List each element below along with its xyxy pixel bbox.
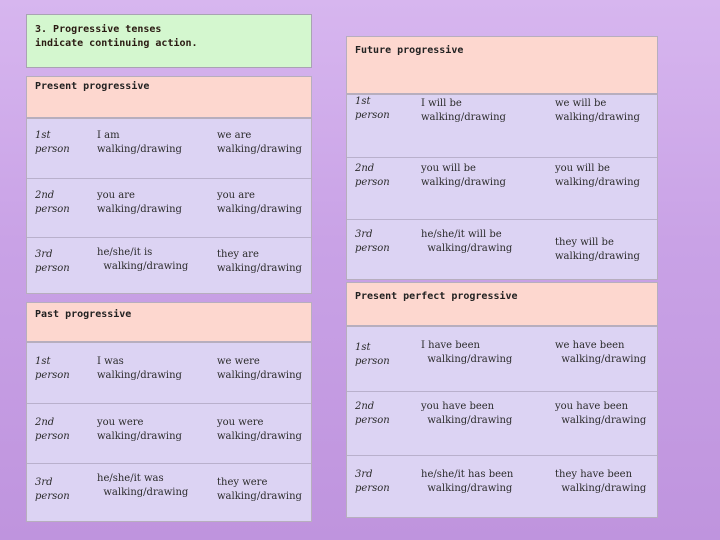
singular-cell-line: he/she/it has been	[421, 469, 514, 480]
future-progressive-heading	[346, 36, 658, 94]
plural-cell-line: you will be	[555, 163, 610, 174]
singular-cell-line: you will be	[421, 163, 476, 174]
plural-cell-line: you are	[217, 190, 255, 201]
person-cell-line: 3rd	[35, 477, 53, 488]
singular-cell	[97, 189, 182, 217]
person-cell-line: person	[355, 243, 390, 254]
table-row	[347, 95, 657, 157]
singular-cell-line: I am	[97, 130, 120, 141]
person-cell	[35, 129, 70, 157]
plural-cell-line: they have been	[555, 469, 633, 480]
person-cell	[35, 248, 70, 276]
person-cell-line: person	[35, 204, 70, 215]
singular-cell-line: you are	[97, 190, 135, 201]
plural-cell-line: walking/drawing	[555, 354, 647, 365]
table-row	[27, 463, 311, 523]
plural-cell-line: they are	[217, 249, 259, 260]
singular-cell-line: I have been	[421, 340, 480, 351]
table-row	[347, 391, 657, 455]
plural-cell-line: walking/drawing	[555, 251, 640, 262]
plural-cell	[555, 339, 646, 367]
singular-cell-line: walking/drawing	[97, 487, 189, 498]
person-cell-line: 3rd	[35, 249, 53, 260]
table-row	[347, 157, 657, 219]
table-row	[27, 403, 311, 463]
person-cell-line: 3rd	[355, 229, 373, 240]
present-progressive-heading-text: Present progressive	[35, 81, 150, 92]
person-cell-line: person	[355, 415, 390, 426]
singular-cell-line: I was	[97, 356, 124, 367]
past-progressive-heading-text: Past progressive	[35, 309, 132, 320]
singular-cell-line: walking/drawing	[97, 431, 182, 442]
past-progressive-table	[26, 342, 312, 522]
plural-cell-line: you were	[217, 417, 264, 428]
person-cell-line: 1st	[355, 96, 371, 107]
singular-cell-line: walking/drawing	[97, 204, 182, 215]
present-perfect-progressive-heading	[346, 282, 658, 326]
singular-cell-line: walking/drawing	[421, 112, 506, 123]
singular-cell	[421, 400, 512, 428]
singular-cell	[421, 339, 512, 367]
plural-cell	[555, 236, 640, 264]
person-cell	[355, 162, 390, 190]
singular-cell-line: walking/drawing	[421, 483, 513, 494]
plural-cell	[217, 189, 302, 217]
singular-cell-line: walking/drawing	[421, 415, 513, 426]
person-cell	[35, 416, 70, 444]
singular-cell-line: walking/drawing	[421, 243, 513, 254]
plural-cell-line: walking/drawing	[217, 491, 302, 502]
singular-cell	[421, 162, 506, 190]
singular-cell-line: I will be	[421, 98, 462, 109]
plural-cell	[217, 355, 302, 383]
singular-cell	[97, 416, 182, 444]
singular-cell-line: walking/drawing	[97, 370, 182, 381]
plural-cell-line: walking/drawing	[555, 177, 640, 188]
person-cell-line: 2nd	[35, 417, 55, 428]
singular-cell	[97, 355, 182, 383]
title-line-2: indicate continuing action.	[35, 38, 198, 49]
present-perfect-progressive-heading-text: Present perfect progressive	[355, 291, 518, 302]
plural-cell	[555, 400, 646, 428]
singular-cell	[421, 228, 512, 256]
person-cell	[355, 341, 390, 369]
person-cell-line: person	[35, 263, 70, 274]
person-cell-line: person	[355, 483, 390, 494]
person-cell	[355, 468, 390, 496]
table-row	[27, 237, 311, 296]
singular-cell-line: walking/drawing	[97, 261, 189, 272]
plural-cell	[217, 129, 302, 157]
singular-cell	[97, 129, 182, 157]
plural-cell-line: they will be	[555, 237, 614, 248]
person-cell	[355, 95, 390, 123]
person-cell-line: person	[355, 177, 390, 188]
plural-cell-line: walking/drawing	[217, 370, 302, 381]
plural-cell	[555, 468, 646, 496]
title-line-1: 3. Progressive tenses	[35, 24, 162, 35]
plural-cell-line: we will be	[555, 98, 607, 109]
singular-cell	[97, 246, 188, 274]
singular-cell	[421, 97, 506, 125]
plural-cell-line: walking/drawing	[217, 144, 302, 155]
table-row	[27, 119, 311, 178]
person-cell-line: 2nd	[35, 190, 55, 201]
plural-cell-line: they were	[217, 477, 268, 488]
plural-cell	[217, 476, 302, 504]
person-cell-line: 1st	[35, 356, 51, 367]
singular-cell	[97, 472, 188, 500]
plural-cell-line: walking/drawing	[217, 204, 302, 215]
present-progressive-heading	[26, 76, 312, 118]
present-progressive-table	[26, 118, 312, 294]
plural-cell-line: walking/drawing	[217, 263, 302, 274]
person-cell-line: 1st	[355, 342, 371, 353]
person-cell-line: person	[35, 491, 70, 502]
plural-cell	[555, 162, 640, 190]
plural-cell-line: walking/drawing	[555, 415, 647, 426]
person-cell-line: person	[35, 431, 70, 442]
plural-cell-line: walking/drawing	[217, 431, 302, 442]
person-cell-line: 3rd	[355, 469, 373, 480]
singular-cell	[421, 468, 513, 496]
plural-cell	[217, 248, 302, 276]
singular-cell-line: he/she/it was	[97, 473, 164, 484]
plural-cell-line: walking/drawing	[555, 483, 647, 494]
plural-cell	[217, 416, 302, 444]
plural-cell-line: you have been	[555, 401, 629, 412]
singular-cell-line: he/she/it is	[97, 247, 153, 258]
table-row	[347, 219, 657, 281]
singular-cell-line: walking/drawing	[97, 144, 182, 155]
table-row	[347, 327, 657, 391]
singular-cell-line: he/she/it will be	[421, 229, 502, 240]
past-progressive-heading	[26, 302, 312, 342]
person-cell	[355, 228, 390, 256]
singular-cell-line: you were	[97, 417, 144, 428]
table-row	[27, 343, 311, 403]
person-cell-line: 2nd	[355, 163, 375, 174]
table-row	[347, 455, 657, 519]
plural-cell	[555, 97, 640, 125]
person-cell-line: 1st	[35, 130, 51, 141]
person-cell-line: 2nd	[355, 401, 375, 412]
singular-cell-line: you have been	[421, 401, 495, 412]
title-box	[26, 14, 312, 68]
person-cell-line: person	[35, 144, 70, 155]
plural-cell-line: walking/drawing	[555, 112, 640, 123]
future-progressive-table	[346, 94, 658, 280]
plural-cell-line: we were	[217, 356, 260, 367]
person-cell	[35, 355, 70, 383]
future-progressive-heading-text: Future progressive	[355, 45, 464, 56]
plural-cell-line: we are	[217, 130, 252, 141]
plural-cell-line: we have been	[555, 340, 625, 351]
person-cell	[35, 476, 70, 504]
person-cell-line: person	[355, 110, 390, 121]
table-row	[27, 178, 311, 237]
person-cell	[355, 400, 390, 428]
singular-cell-line: walking/drawing	[421, 354, 513, 365]
person-cell-line: person	[355, 356, 390, 367]
person-cell	[35, 189, 70, 217]
person-cell-line: person	[35, 370, 70, 381]
singular-cell-line: walking/drawing	[421, 177, 506, 188]
present-perfect-progressive-table	[346, 326, 658, 518]
